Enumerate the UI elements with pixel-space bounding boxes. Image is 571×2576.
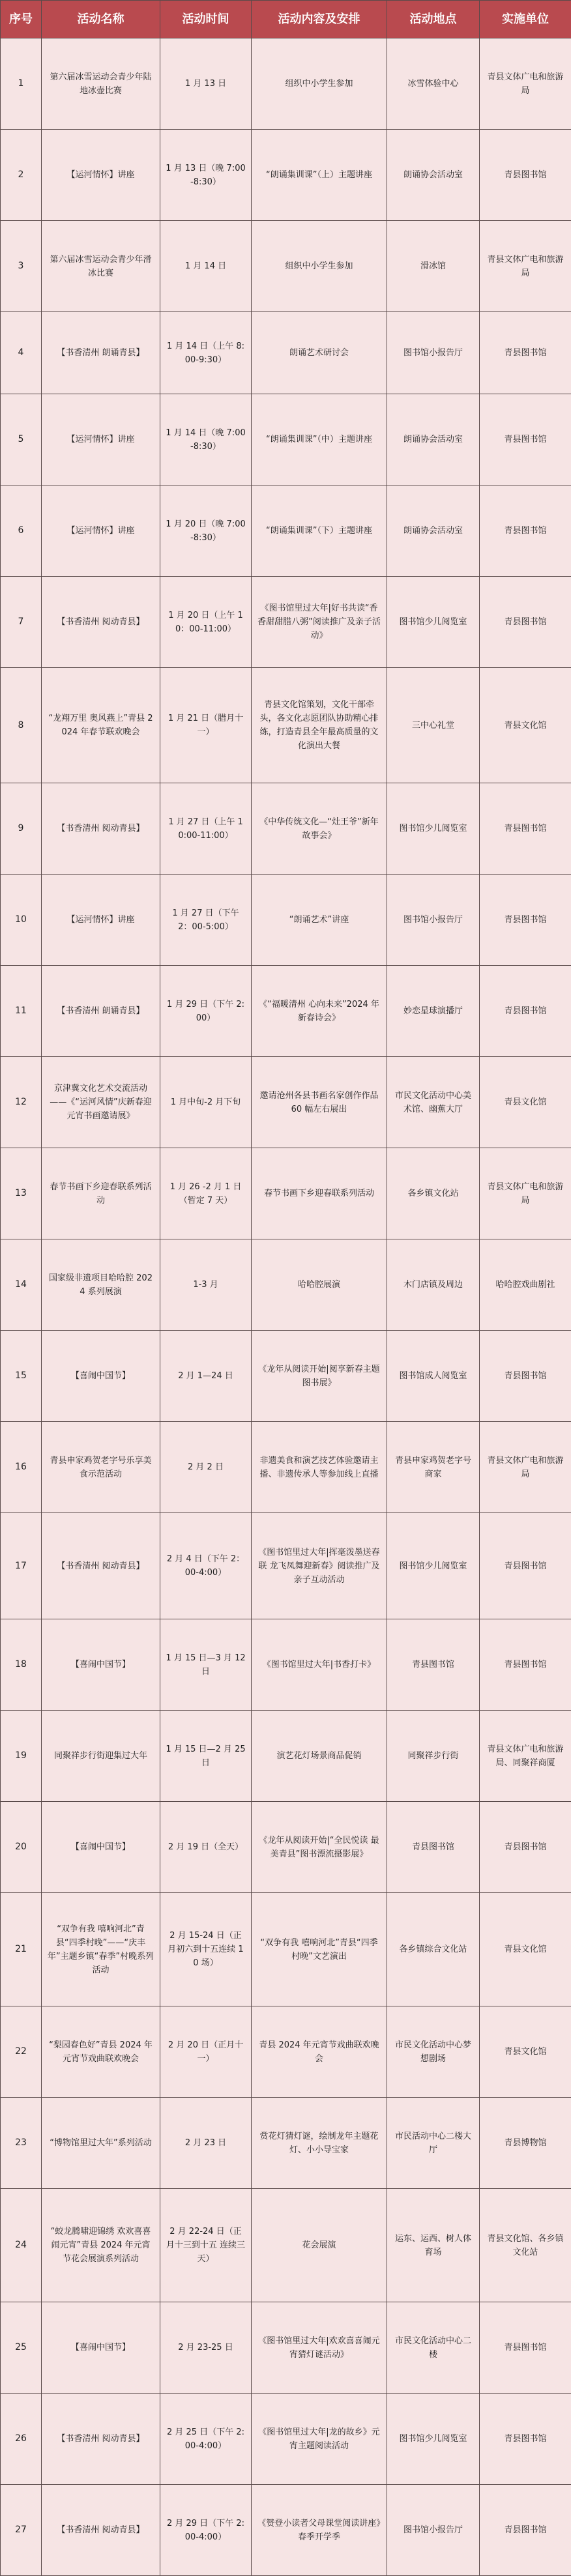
- activity-org: 青县图书馆: [480, 783, 571, 875]
- activity-time: 1 月 27 日（上午 10:00-11:00）: [160, 783, 252, 875]
- activity-content: 春节书画下乡迎春联系列活动: [252, 1148, 387, 1239]
- header-place: 活动地点: [387, 1, 480, 38]
- activity-time: 1 月 15 日—3 月 12 日: [160, 1619, 252, 1711]
- table-row: [1, 2006, 571, 2098]
- row-index: 7: [1, 577, 42, 668]
- activity-name: 【运河情怀】讲座: [42, 485, 160, 577]
- activity-place: 滑冰馆: [387, 221, 480, 312]
- activity-name: 【运河情怀】讲座: [42, 875, 160, 966]
- header-time: 活动时间: [160, 1, 252, 38]
- activity-name: 同聚祥步行街迎集过大年: [42, 1711, 160, 1802]
- table-row: [1, 1619, 571, 1711]
- row-index: 19: [1, 1711, 42, 1802]
- activity-time: 1-3 月: [160, 1239, 252, 1331]
- activity-content: 《龙年从阅读开始|阅享新春主题图书展》: [252, 1331, 387, 1422]
- table-row: [1, 2189, 571, 2302]
- activity-place: 妙恋星球演播厅: [387, 966, 480, 1057]
- activity-place: 图书馆少儿阅览室: [387, 577, 480, 668]
- table-row: [1, 1239, 571, 1331]
- row-index: 6: [1, 485, 42, 577]
- activity-org: 青县图书馆: [480, 875, 571, 966]
- activity-place: 图书馆少儿阅览室: [387, 2394, 480, 2485]
- activity-org: 青县文化馆: [480, 1893, 571, 2006]
- activity-content: 《赞登小读者父母课堂阅读讲座》春季开学季: [252, 2485, 387, 2576]
- activity-content: “朗诵集训课”（上）主题讲座: [252, 130, 387, 221]
- activity-place: 青县图书馆: [387, 1802, 480, 1893]
- activity-name: “博物馆里过大年”系列活动: [42, 2098, 160, 2189]
- activity-place: 图书馆小报告厅: [387, 2485, 480, 2576]
- activity-place: 运东、运西、树人体育场: [387, 2189, 480, 2302]
- activity-place: 图书馆小报告厅: [387, 875, 480, 966]
- table-row: [1, 668, 571, 783]
- activity-place: 青县图书馆: [387, 1619, 480, 1711]
- activity-org: 青县图书馆: [480, 394, 571, 485]
- activity-time: 2 月 15-24 日（正月初六到十五连续 10 场）: [160, 1893, 252, 2006]
- activity-org: 青县图书馆: [480, 2394, 571, 2485]
- activity-name: “龙翔万里 奥风燕上”青县 2024 年春节联欢晚会: [42, 668, 160, 783]
- activity-name: 【书香清州 朗诵青县】: [42, 312, 160, 394]
- activity-org: 青县文化馆、各乡镇文化站: [480, 2189, 571, 2302]
- activity-place: 朗诵协会活动室: [387, 394, 480, 485]
- activity-time: 1 月 14 日: [160, 221, 252, 312]
- row-index: 17: [1, 1513, 42, 1619]
- activity-time: 2 月 20 日（正月十一）: [160, 2006, 252, 2098]
- activity-time: 1 月 27 日（下午 2：00-5:00）: [160, 875, 252, 966]
- table-row: [1, 2485, 571, 2576]
- activity-place: 市民文化活动中心二楼: [387, 2302, 480, 2394]
- table-row: [1, 2302, 571, 2394]
- table-row: [1, 312, 571, 394]
- table-row: [1, 966, 571, 1057]
- activity-org: 青县图书馆: [480, 1619, 571, 1711]
- activity-org: 青县图书馆: [480, 577, 571, 668]
- activity-org: 青县文体广电和旅游局: [480, 221, 571, 312]
- activity-name: 京津冀文化艺术交流活动——《“运河风情”庆新春迎元宵书画邀请展》: [42, 1057, 160, 1148]
- row-index: 14: [1, 1239, 42, 1331]
- row-index: 8: [1, 668, 42, 783]
- table-row: [1, 130, 571, 221]
- activity-content: 演艺花灯场景商品促销: [252, 1711, 387, 1802]
- table-row: [1, 1711, 571, 1802]
- activity-content: 《图书馆里过大年|书香打卡》: [252, 1619, 387, 1711]
- activity-time: 1 月 13 日（晚 7:00-8:30）: [160, 130, 252, 221]
- activity-content: 《龙年从阅读开始|“全民悦读 最美青县”图书漂流摄影展》: [252, 1802, 387, 1893]
- activity-org: 青县图书馆: [480, 1802, 571, 1893]
- activity-content: 组织中小学生参加: [252, 38, 387, 130]
- activity-place: 三中心礼堂: [387, 668, 480, 783]
- table-row: [1, 2394, 571, 2485]
- activity-org: 青县图书馆: [480, 2302, 571, 2394]
- activity-content: 组织中小学生参加: [252, 221, 387, 312]
- activity-content: 《图书馆里过大年|龙的故乡》元宵主题阅读活动: [252, 2394, 387, 2485]
- row-index: 23: [1, 2098, 42, 2189]
- table-row: [1, 38, 571, 130]
- activity-name: 【书香清州 阅动青县】: [42, 577, 160, 668]
- activity-time: 2 月 2 日: [160, 1422, 252, 1513]
- activity-place: 朗诵协会活动室: [387, 130, 480, 221]
- activity-org: 青县图书馆: [480, 312, 571, 394]
- activity-name: 【运河情怀】讲座: [42, 394, 160, 485]
- activity-name: 【喜闹中国节】: [42, 1802, 160, 1893]
- activity-time: 1 月 14 日（晚 7:00-8:30）: [160, 394, 252, 485]
- activity-name: 【喜闹中国节】: [42, 1331, 160, 1422]
- activity-place: 朗诵协会活动室: [387, 485, 480, 577]
- activity-time: 1 月 14 日（上午 8:00-9:30）: [160, 312, 252, 394]
- row-index: 5: [1, 394, 42, 485]
- activity-place: 市民文化活动中心梦想剧场: [387, 2006, 480, 2098]
- activity-org: 青县文体广电和旅游局: [480, 1422, 571, 1513]
- activity-content: 青县文化馆策划，文化干部牵头，各文化志愿团队协助精心排练，打造青县全年最高质量的文化演出大餐: [252, 668, 387, 783]
- activity-content: 《中华传统文化—“灶王爷”新年故事会》: [252, 783, 387, 875]
- activity-time: 1 月 26 -2 月 1 日（暂定 7 天）: [160, 1148, 252, 1239]
- activity-name: 【书香清州 阅动青县】: [42, 1513, 160, 1619]
- activity-name: 【运河情怀】讲座: [42, 130, 160, 221]
- row-index: 26: [1, 2394, 42, 2485]
- activity-time: 2 月 23 日: [160, 2098, 252, 2189]
- table-row: [1, 221, 571, 312]
- activity-content: 《图书馆里过大年|欢欢喜喜闹元宵猜灯谜活动》: [252, 2302, 387, 2394]
- activity-time: 1 月中旬-2 月下旬: [160, 1057, 252, 1148]
- table-body: [1, 38, 571, 2576]
- row-index: 9: [1, 783, 42, 875]
- activity-org: 青县博物馆: [480, 2098, 571, 2189]
- activity-name: 【书香清州 阅动青县】: [42, 2485, 160, 2576]
- activity-name: “梨园春色好”青县 2024 年元宵节戏曲联欢晚会: [42, 2006, 160, 2098]
- activity-name: “双争有我 嘻响河北”青县“四季村晚”——“庆丰年”主题乡镇“春季”村晚系列活动: [42, 1893, 160, 2006]
- activity-time: 1 月 20 日（晚 7:00-8:30）: [160, 485, 252, 577]
- row-index: 21: [1, 1893, 42, 2006]
- table-row: [1, 1513, 571, 1619]
- activity-place: 同聚祥步行街: [387, 1711, 480, 1802]
- activity-org: 青县图书馆: [480, 485, 571, 577]
- activity-name: 【喜闹中国节】: [42, 2302, 160, 2394]
- activity-content: 《图书馆里过大年|好书共读“香香甜甜腊八粥”阅读推广及亲子活动》: [252, 577, 387, 668]
- activity-place: 图书馆少儿阅览室: [387, 1513, 480, 1619]
- row-index: 22: [1, 2006, 42, 2098]
- row-index: 2: [1, 130, 42, 221]
- activity-org: 青县文化馆: [480, 1057, 571, 1148]
- activity-name: 【书香清州 阅动青县】: [42, 2394, 160, 2485]
- activity-content: 《图书馆里过大年|挥毫泼墨送春联 龙飞凤舞迎新春》阅读推广及亲子互动活动: [252, 1513, 387, 1619]
- activity-place: 各乡镇文化站: [387, 1148, 480, 1239]
- activity-place: 冰雪体验中心: [387, 38, 480, 130]
- table-row: [1, 1422, 571, 1513]
- header-index: 序号: [1, 1, 42, 38]
- activity-org: 青县图书馆: [480, 130, 571, 221]
- activity-org: 哈哈腔戏曲剧社: [480, 1239, 571, 1331]
- activity-place: 各乡镇综合文化站: [387, 1893, 480, 2006]
- row-index: 3: [1, 221, 42, 312]
- activity-org: 青县文化馆: [480, 668, 571, 783]
- table-row: [1, 1802, 571, 1893]
- activity-name: 【书香清州 朗诵青县】: [42, 966, 160, 1057]
- activity-name: 第六届冰雪运动会青少年滑冰比赛: [42, 221, 160, 312]
- activity-content: 朗诵艺术研讨会: [252, 312, 387, 394]
- row-index: 16: [1, 1422, 42, 1513]
- activity-content: 非遗美食和演艺技艺体验邀请主播、非遗传承人等参加线上直播: [252, 1422, 387, 1513]
- row-index: 4: [1, 312, 42, 394]
- row-index: 11: [1, 966, 42, 1057]
- activity-place: 青县申家鸡贺老字号商家: [387, 1422, 480, 1513]
- table-row: [1, 2098, 571, 2189]
- activity-name: 国家级非遗项目哈哈腔 2024 系列展演: [42, 1239, 160, 1331]
- table-row: [1, 1331, 571, 1422]
- activity-place: 图书馆少儿阅览室: [387, 783, 480, 875]
- activity-time: 1 月 20 日（上午 10：00-11:00）: [160, 577, 252, 668]
- activity-org: 青县图书馆: [480, 966, 571, 1057]
- activity-name: 第六届冰雪运动会青少年陆地冰壶比赛: [42, 38, 160, 130]
- activity-content: 青县 2024 年元宵节戏曲联欢晚会: [252, 2006, 387, 2098]
- activity-content: “朗诵集训课”（下）主题讲座: [252, 485, 387, 577]
- activity-org: 青县文体广电和旅游局、同聚祥商厦: [480, 1711, 571, 1802]
- activity-content: 哈哈腔展演: [252, 1239, 387, 1331]
- table-row: [1, 875, 571, 966]
- row-index: 12: [1, 1057, 42, 1148]
- row-index: 1: [1, 38, 42, 130]
- activity-org: 青县图书馆: [480, 1331, 571, 1422]
- activity-place: 图书馆成人阅览室: [387, 1331, 480, 1422]
- table-header: [1, 1, 571, 38]
- row-index: 13: [1, 1148, 42, 1239]
- activity-content: “朗诵艺术”讲座: [252, 875, 387, 966]
- row-index: 25: [1, 2302, 42, 2394]
- activity-time: 1 月 21 日（腊月十一）: [160, 668, 252, 783]
- activity-name: 【喜闹中国节】: [42, 1619, 160, 1711]
- activity-place: 木门店镇及周边: [387, 1239, 480, 1331]
- activity-place: 图书馆小报告厅: [387, 312, 480, 394]
- table-row: [1, 1057, 571, 1148]
- activity-name: 青县申家鸡贺老字号乐享美食示范活动: [42, 1422, 160, 1513]
- activity-place: 市民活动中心二楼大厅: [387, 2098, 480, 2189]
- table-row: [1, 1148, 571, 1239]
- activity-org: 青县文化馆: [480, 2006, 571, 2098]
- activity-time: 1 月 13 日: [160, 38, 252, 130]
- activity-time: 2 月 19 日（全天）: [160, 1802, 252, 1893]
- activity-org: 青县图书馆: [480, 2485, 571, 2576]
- activity-time: 1 月 29 日（下午 2:00）: [160, 966, 252, 1057]
- activity-content: 赏花灯猜灯谜，绘制龙年主题花灯、小小导宝家: [252, 2098, 387, 2189]
- header-name: 活动名称: [42, 1, 160, 38]
- row-index: 24: [1, 2189, 42, 2302]
- table-row: [1, 783, 571, 875]
- row-index: 27: [1, 2485, 42, 2576]
- row-index: 18: [1, 1619, 42, 1711]
- activity-org: 青县文体广电和旅游局: [480, 1148, 571, 1239]
- activity-name: 春节书画下乡迎春联系列活动: [42, 1148, 160, 1239]
- activity-time: 1 月 15 日—2 月 25 日: [160, 1711, 252, 1802]
- activity-content: “朗诵集训课”（中）主题讲座: [252, 394, 387, 485]
- activity-org: 青县文体广电和旅游局: [480, 38, 571, 130]
- row-index: 15: [1, 1331, 42, 1422]
- table-row: [1, 485, 571, 577]
- activity-content: 邀请沧州各县书画名家创作作品 60 幅左右展出: [252, 1057, 387, 1148]
- row-index: 20: [1, 1802, 42, 1893]
- activity-time: 2 月 25 日（下午 2:00-4:00）: [160, 2394, 252, 2485]
- table-row: [1, 577, 571, 668]
- activity-name: “蛟龙腾啸迎锦绣 欢欢喜喜闹元宵”青县 2024 年元宵节花会展演系列活动: [42, 2189, 160, 2302]
- activity-org: 青县图书馆: [480, 1513, 571, 1619]
- activity-content: 《“福暖清州 心向未来”2024 年新春诗会》: [252, 966, 387, 1057]
- activity-content: 花会展演: [252, 2189, 387, 2302]
- activity-time: 2 月 4 日（下午 2：00-4:00）: [160, 1513, 252, 1619]
- activity-time: 2 月 29 日（下午 2:00-4:00）: [160, 2485, 252, 2576]
- activity-name: 【书香清州 阅动青县】: [42, 783, 160, 875]
- header-org: 实施单位: [480, 1, 571, 38]
- table-row: [1, 1893, 571, 2006]
- activity-content: “双争有我 嘻响河北”青县“四季村晚”文艺演出: [252, 1893, 387, 2006]
- activity-time: 2 月 23-25 日: [160, 2302, 252, 2394]
- table-row: [1, 394, 571, 485]
- activity-time: 2 月 1—24 日: [160, 1331, 252, 1422]
- row-index: 10: [1, 875, 42, 966]
- header-content: 活动内容及安排: [252, 1, 387, 38]
- activity-place: 市民文化活动中心美术馆、幽蕉大厅: [387, 1057, 480, 1148]
- activity-time: 2 月 22-24 日（正月十三到十五 连续三天）: [160, 2189, 252, 2302]
